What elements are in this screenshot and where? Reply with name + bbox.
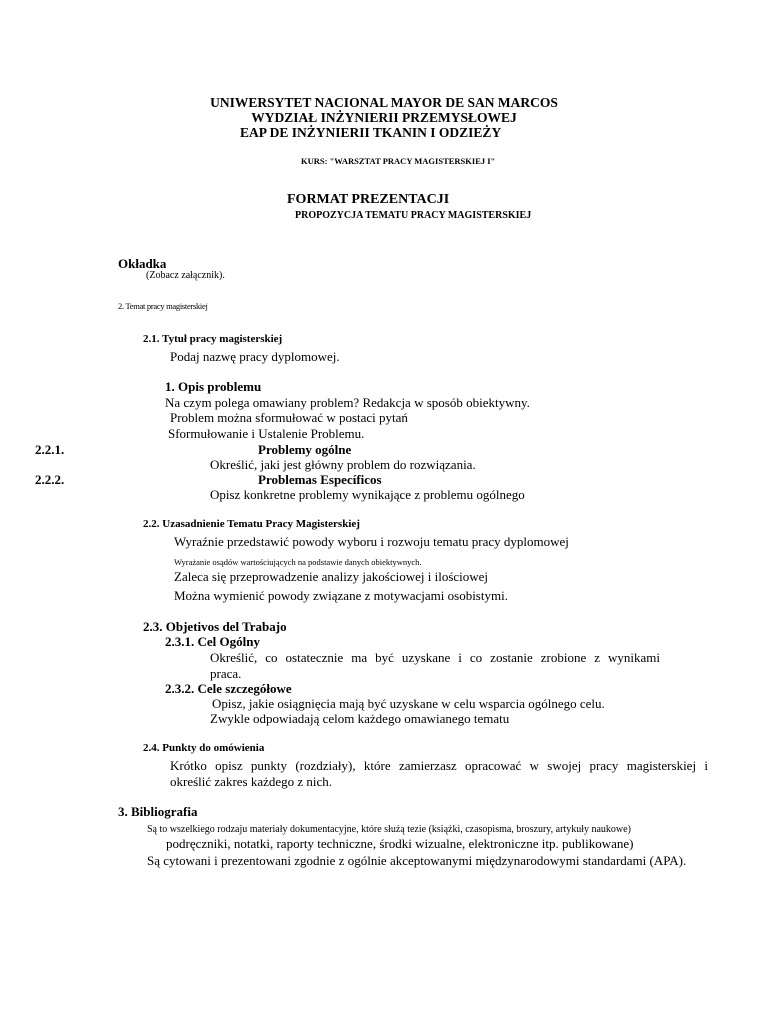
section-2-2-2-text: Opisz konkretne problemy wynikające z problemu ogólnego (210, 487, 525, 502)
section-2-4-line-2: określić zakres każdego z nich. (170, 774, 333, 789)
problem-heading: 1. Opis problemu (165, 379, 262, 394)
section-2-2-2-number: 2.2.2. (35, 472, 65, 487)
problem-line-2: Problem można sformułować w postaci pytań (170, 410, 408, 425)
bibliography-item: Są to wszelkiego rodzaju materiały dokumentacyjne, które służą tezie (książki, czasopisma, broszury, artykuły naukowe) (147, 824, 631, 835)
bibliography-item: Są cytowani i prezentowani zgodnie z ogólnie akceptowanymi międzynarodowymi standardami (APA). (147, 853, 687, 868)
problem-line-3: Sformułowanie i Ustalenie Problemu. (168, 426, 365, 441)
section-2-2-1-heading: Problemy ogólne (258, 442, 352, 457)
section-2-2-2-heading: Problemas Específicos (258, 472, 382, 487)
section-2-3-2-line-2: Zwykle odpowiadają celom każdego omawianego tematu (210, 711, 510, 726)
bibliography-item-continued: podręczniki, notatki, raporty techniczne, środki wizualne, elektroniczne itp. publikowane) (166, 836, 634, 851)
section-2-4-heading: 2.4. Punkty do omówienia (143, 742, 265, 754)
section-2-3-2-line-1: Opisz, jakie osiągnięcia mają być uzyskane w celu wsparcia ogólnego celu. (212, 696, 605, 711)
section-2-2-heading: 2.2. Uzasadnienie Tematu Pracy Magisterskiej (143, 518, 360, 530)
section-2-2-1-number: 2.2.1. (35, 442, 65, 457)
bibliography-heading: 3. Bibliografia (118, 804, 198, 819)
section-2-1-text: Podaj nazwę pracy dyplomowej. (170, 349, 340, 364)
course-name: KURS: "WARSZTAT PRACY MAGISTERSKIEJ I" (301, 156, 496, 166)
section-2-1-heading: 2.1. Tytuł pracy magisterskiej (143, 333, 283, 345)
document-subtitle: PROPOZYCJA TEMATU PRACY MAGISTERSKIEJ (295, 210, 532, 221)
section-2-heading: 2. Temat pracy magisterskiej (118, 301, 208, 311)
section-2-4-line-1: Krótko opisz punkty (rozdziały), które zamierzasz opracować w swojej pracy magisterskiej i (170, 758, 708, 773)
cover-heading: Okładka (118, 256, 167, 271)
section-2-3-1-heading: 2.3.1. Cel Ogólny (165, 634, 260, 649)
university-name: UNIWERSYTET NACIONAL MAYOR DE SAN MARCOS (210, 95, 558, 110)
faculty-name: WYDZIAŁ INŻYNIERII PRZEMYSŁOWEJ (251, 110, 517, 125)
school-name: EAP DE INŻYNIERII TKANIN I ODZIEŻY (240, 125, 502, 140)
justification-item: Wyrażanie osądów wartościujących na podstawie danych obiektywnych. (174, 557, 422, 567)
section-2-3-1-line-2: praca. (210, 666, 242, 681)
section-2-2-1-text: Określić, jaki jest główny problem do rozwiązania. (210, 457, 476, 472)
justification-item: Wyraźnie przedstawić powody wyboru i rozwoju tematu pracy dyplomowej (174, 534, 569, 549)
justification-item: Można wymienić powody związane z motywacjami osobistymi. (174, 588, 508, 603)
justification-item: Zaleca się przeprowadzenie analizy jakościowej i ilościowej (174, 569, 489, 584)
section-2-3-2-heading: 2.3.2. Cele szczegółowe (165, 681, 292, 696)
section-2-3-heading: 2.3. Objetivos del Trabajo (143, 619, 287, 634)
cover-note: (Zobacz załącznik). (146, 270, 225, 281)
section-2-3-1-line-1: Określić, co ostatecznie ma być uzyskane i co zostanie zrobione z wynikami (210, 650, 660, 665)
document-title: FORMAT PREZENTACJI (287, 192, 450, 207)
problem-line-1: Na czym polega omawiany problem? Redakcja w sposób obiektywny. (165, 395, 530, 410)
